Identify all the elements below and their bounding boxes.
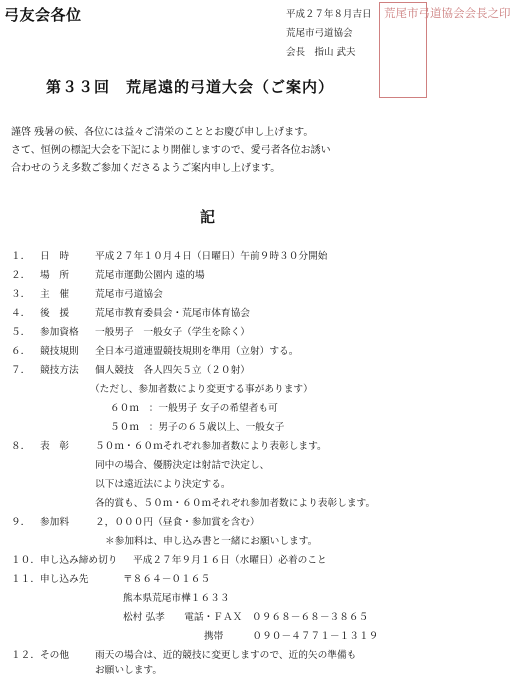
item-label: 競技方法: [40, 365, 79, 376]
issue-date: 平成２７年８月吉日: [286, 9, 372, 20]
item-value: 〒８６４－０１６５: [123, 574, 211, 585]
item-value: 荒尾市弓道協会: [95, 289, 163, 300]
item-number: ３．: [11, 289, 31, 300]
organization-name: 荒尾市弓道協会: [286, 28, 353, 39]
president-name: 会長 指山 武夫: [286, 47, 356, 58]
document-title: 第３３回 荒尾遠的弓道大会（ご案内）: [46, 78, 335, 96]
item-value-line: 熊本県荒尾市樺１６３３: [123, 593, 230, 604]
item-label: 後 援: [40, 308, 70, 319]
item-value: 個人競技 各人四矢５立（２０射）: [95, 365, 250, 376]
item-label: 主 催: [40, 289, 70, 300]
official-seal: [379, 2, 511, 98]
item-label: 表 彰: [40, 441, 70, 452]
item-number: １．: [11, 251, 31, 262]
item-value-line: ６０ｍ ：一般男子 女子の希望者も可: [110, 403, 278, 414]
item-value-line: ＊参加料は、申し込み書と一緒にお願いします。: [105, 536, 318, 547]
item-value: ２，０００円（昼食・参加賞を含む）: [95, 517, 260, 528]
item-label: 場 所: [40, 270, 70, 281]
item-number: ７．: [11, 365, 31, 376]
item-value: 全日本弓道連盟競技規則を準用（立射）する。: [95, 346, 299, 357]
item-value-line: 各的賞も、５０ｍ・６０ｍそれぞれ参加者数により表彰します。: [95, 498, 376, 509]
item-value: 平成２７年９月１６日（水曜日）必着のこと: [133, 555, 327, 566]
item-label: 申し込み先: [40, 574, 89, 585]
item-value: 荒尾市教育委員会・荒尾市体育協会: [95, 308, 250, 319]
addressee: 弓友会各位: [4, 6, 82, 24]
item-value-line: お願いします。: [95, 665, 163, 676]
item-value-line: 同中の場合、優勝決定は射詰で決定し、: [95, 460, 270, 471]
item-label: 申し込み締め切り: [40, 555, 118, 566]
item-value: 一般男子 一般女子（学生を除く）: [95, 327, 250, 338]
item-label: その他: [40, 650, 70, 661]
item-number: ８．: [11, 441, 31, 452]
item-number: ５．: [11, 327, 31, 338]
item-value-line: 以下は遠近法により決定する。: [95, 479, 231, 490]
item-value-line: 携帯 ０９０－４７７１－１３１９: [204, 631, 379, 642]
ki-heading: 記: [200, 208, 216, 226]
seal-text: 荒尾市弓道協会会長之印: [384, 6, 511, 20]
item-number: ４．: [11, 308, 31, 319]
item-label: 参加料: [40, 517, 70, 528]
item-value: 荒尾市運動公園内 遠的場: [95, 270, 205, 281]
item-value-line: 松村 弘孝 電話・ＦＡＸ ０９６８－６８－３８６５: [123, 612, 369, 623]
item-label: 日 時: [40, 251, 70, 262]
item-label: 参加資格: [40, 327, 79, 338]
item-number: １２．: [11, 650, 41, 661]
item-number: ６．: [11, 346, 31, 357]
greeting-line-1: 謹啓 残暑の候、各位には益々ご清栄のこととお慶び申し上げます。: [11, 127, 314, 138]
item-number: ９．: [11, 517, 31, 528]
greeting-line-3: 合わせのうえ多数ご参加くださるようご案内申し上げます。: [11, 163, 281, 174]
item-number: １０．: [11, 555, 41, 566]
item-value-line: （ただし、参加者数により変更する事があります）: [90, 384, 313, 395]
item-value: 平成２７年１０月４日（日曜日）午前９時３０分開始: [95, 251, 328, 262]
item-value: ５０ｍ・６０ｍそれぞれ参加者数により表彰します。: [95, 441, 327, 452]
item-number: ２．: [11, 270, 31, 281]
item-number: １１．: [11, 574, 41, 585]
item-value: 雨天の場合は、近的競技に変更しますので、近的矢の準備も: [95, 650, 357, 661]
item-label: 競技規則: [40, 346, 79, 357]
item-value-line: ５０ｍ ：男子の６５歳以上、一般女子: [110, 422, 285, 433]
greeting-line-2: さて、恒例の標記大会を下記により開催しますので、愛弓者各位お誘い: [11, 145, 331, 156]
